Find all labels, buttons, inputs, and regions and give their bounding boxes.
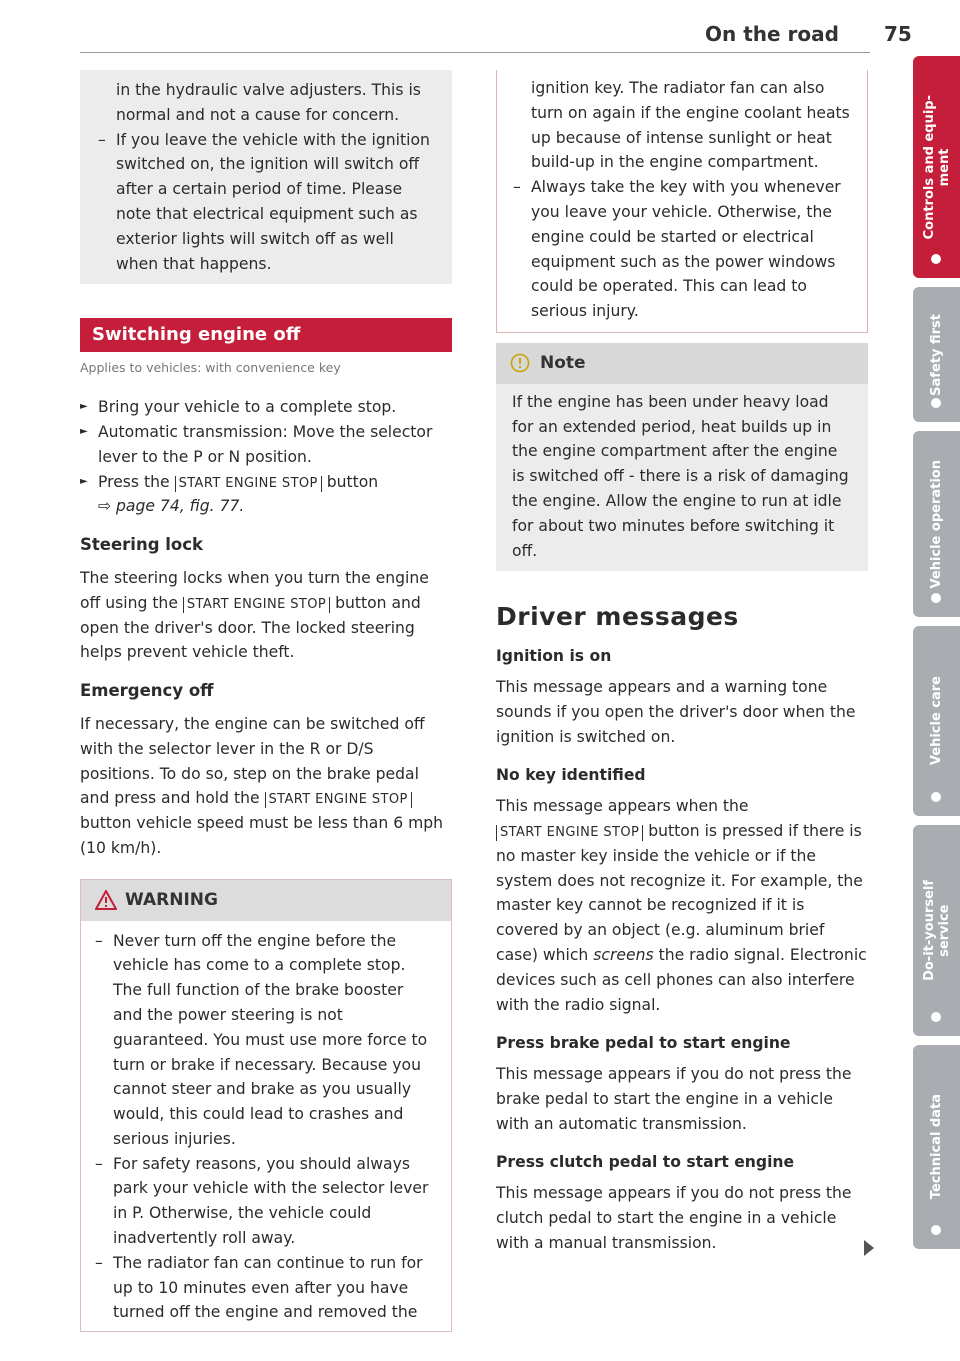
continued-info-box (80, 70, 452, 284)
warning-header (81, 880, 451, 921)
tab-do-it-yourself-service[interactable] (913, 825, 960, 1036)
brake-pedal-heading: Press brake pedal to start engine (496, 1034, 791, 1053)
steering-lock-heading: Steering lock (80, 535, 203, 555)
step-2: ► Automatic transmission: Move the selector lever to the P or N position. (80, 420, 452, 470)
no-key-text (496, 794, 868, 1017)
no-key-post: button is pressed if there is no master key inside the vehicle or if the system does not recognize it. For example, the master key cannot be recognized if it is covered by an object (e.g. aluminum brief case) which (496, 821, 863, 964)
tab-label: Do-it-yourself service (921, 880, 952, 981)
applies-to-note: Applies to vehicles: with convenience key (80, 360, 341, 376)
page-number: 75 (884, 22, 912, 46)
tab-dot-icon (931, 254, 941, 264)
left-column (80, 70, 452, 1332)
no-key-heading: No key identified (496, 766, 646, 785)
warning-box (80, 879, 452, 1333)
start-engine-stop-key: START ENGINE STOP (175, 476, 322, 492)
tab-dot-icon (931, 593, 941, 603)
start-engine-stop-key: START ENGINE STOP (265, 792, 412, 808)
steering-lock-text (80, 566, 452, 665)
section-title-switching-engine-off: Switching engine off (80, 318, 452, 352)
clutch-pedal-heading: Press clutch pedal to start engine (496, 1153, 795, 1172)
tab-label: Vehicle care (929, 676, 944, 766)
start-engine-stop-key: START ENGINE STOP (496, 825, 643, 841)
tab-controls-and-equipment[interactable] (913, 56, 960, 278)
steering-text-post: button and open the driver's door. The locked steering helps prevent vehicle theft. (80, 593, 421, 662)
cross-reference-link[interactable]: ⇨ page 74, fig. 77. (98, 497, 245, 516)
no-key-pre: This message appears when the (496, 797, 749, 816)
note-title: Note (540, 352, 586, 373)
tab-label: Safety first (929, 313, 944, 396)
warning-continued-text: ignition key. The radiator fan can also turn on again if the engine coolant heats up because of intense sunlight or heat build-up in the engine compartment. (531, 79, 850, 172)
ignition-on-text: This message appears and a warning tone sounds if you open the driver's door when the ignition is switched on. (496, 677, 856, 746)
tab-label: Technical data (929, 1094, 944, 1200)
driver-messages-heading: Driver messages (496, 602, 739, 632)
no-key-italic: screens (593, 945, 654, 964)
chapter-tabs (913, 56, 960, 1258)
tab-dot-icon (931, 398, 941, 408)
note-body: If the engine has been under heavy load for an extended period, heat builds up in the engine compartment after the engine is switched off - there is a risk of damaging the engine. Allow the engine to run at idle for about two minutes before switching it off. (496, 384, 868, 572)
info-bullet: – If you leave the vehicle with the ignition switched on, the ignition will switch off after a certain period of time. Please note that electrical equipment such as exterior lights will switch off as well when that happens. (98, 128, 436, 277)
continued-arrow-icon (864, 1240, 874, 1256)
start-engine-stop-key: START ENGINE STOP (183, 597, 330, 613)
emergency-off-heading: Emergency off (80, 681, 214, 701)
tab-vehicle-operation[interactable] (913, 431, 960, 617)
step-3-pre: Press the (98, 472, 170, 491)
tab-label: Controls and equip- ment (921, 94, 952, 240)
header-divider (80, 52, 870, 53)
tab-vehicle-care[interactable] (913, 626, 960, 816)
tab-dot-icon (931, 1012, 941, 1022)
step-1: ► Bring your vehicle to a complete stop. (80, 395, 452, 420)
running-header-title: On the road (705, 22, 839, 46)
warning-title: WARNING (125, 889, 218, 910)
tab-dot-icon (931, 1225, 941, 1235)
warning-item-1: – Never turn off the engine before the vehicle has come to a complete stop. The full function of the brake booster and the power steering is not guaranteed. You must use more force to turn or brake if necessary. Because you cannot steer and brake as you usually would, this could lead to crashes and serious injuries. (95, 929, 437, 1152)
warning-continued-bullet: – Always take the key with you whenever you leave your vehicle. Otherwise, the engine could be started or electrical equipment such as the power windows could be operated. This can lead to serious injury. (513, 175, 851, 324)
clutch-pedal-text: This message appears if you do not press the clutch pedal to start the engine in a vehicle with a manual transmission. (496, 1184, 852, 1252)
note-header (496, 343, 868, 384)
tab-dot-icon (931, 792, 941, 802)
warning-body (81, 921, 451, 1332)
steering-text-pre: The steering locks when you turn the engine off using the (80, 568, 429, 612)
step-3 (80, 470, 452, 495)
emergency-off-text (80, 712, 452, 861)
brake-pedal-text: This message appears if you do not press the brake pedal to start the engine in a vehicle with an automatic transmission. (496, 1065, 852, 1133)
ignition-on-heading: Ignition is on (496, 647, 612, 666)
continued-text: in the hydraulic valve adjusters. This is normal and not a cause for concern. (116, 81, 421, 124)
no-key-end: the radio signal. Electronic devices such as cell phones can also interfere with the radio signal. (496, 945, 867, 1014)
tab-safety-first[interactable] (913, 287, 960, 422)
warning-item-3: – The radiator fan can continue to run for up to 10 minutes even after you have turned off the engine and removed the (95, 1251, 437, 1325)
right-column (496, 70, 868, 1264)
tab-technical-data[interactable] (913, 1045, 960, 1249)
emergency-text-post: button vehicle speed must be less than 6 mph (10 km/h). (80, 814, 444, 857)
note-info-icon (510, 353, 530, 373)
step-3-post: button (326, 472, 379, 491)
warning-continued-box (496, 70, 868, 333)
emergency-text-pre: If necessary, the engine can be switched off with the selector lever in the R or D/S positions. To do so, step on the brake pedal and press and hold the (80, 714, 425, 808)
warning-triangle-icon (95, 890, 117, 910)
warning-item-2: – For safety reasons, you should always park your vehicle with the selector lever in P. Otherwise, the vehicle could inadvertently roll away. (95, 1152, 437, 1251)
tab-label: Vehicle operation (929, 459, 944, 589)
